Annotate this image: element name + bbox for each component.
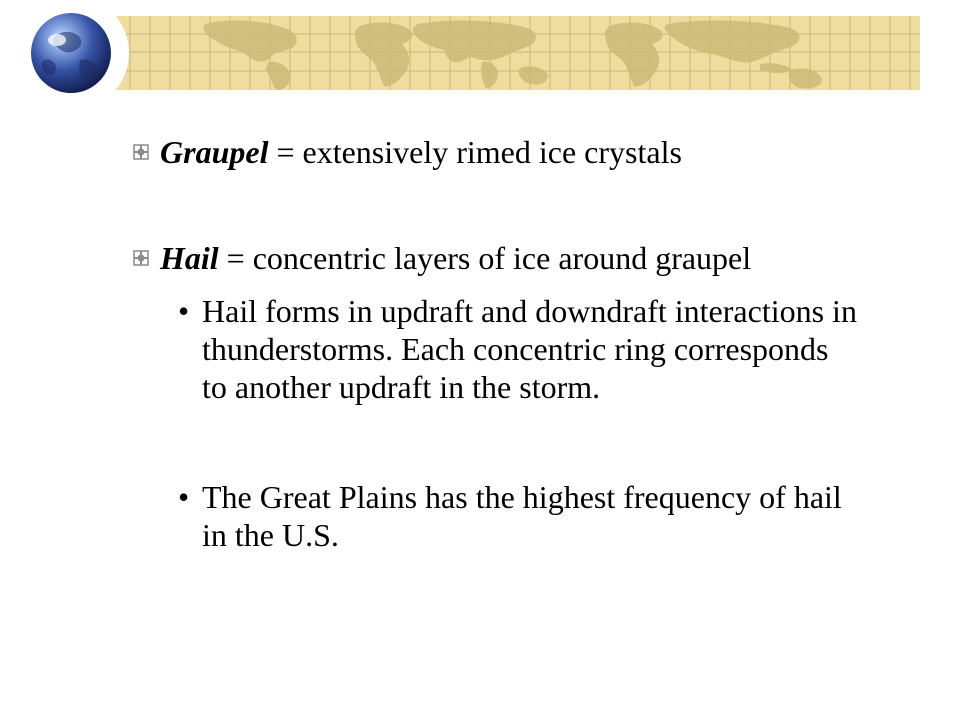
bullet-text: = concentric layers of ice around graupel: [218, 240, 752, 276]
gear-bullet-icon: [133, 144, 149, 160]
bullet-term: Graupel: [160, 134, 269, 170]
bullet-term: Hail: [160, 240, 219, 276]
sub-bullet-text: Hail forms in updraft and downdraft interactions in thunderstorms. Each concentric ring corresponds to another updraft in the storm.: [202, 293, 857, 405]
gear-bullet-icon: [133, 250, 149, 266]
bullet-graupel: [160, 133, 682, 171]
bullet-text: = extensively rimed ice crystals: [268, 134, 682, 170]
bullet-hail: [160, 239, 751, 277]
sub-bullet-text: The Great Plains has the highest frequency of hail in the U.S.: [202, 479, 842, 553]
sub-bullet-marker: •: [178, 479, 190, 515]
sub-bullet-marker: •: [178, 293, 190, 329]
sub-bullet-hail-formation: [178, 292, 858, 406]
sub-bullet-great-plains: [178, 478, 858, 554]
